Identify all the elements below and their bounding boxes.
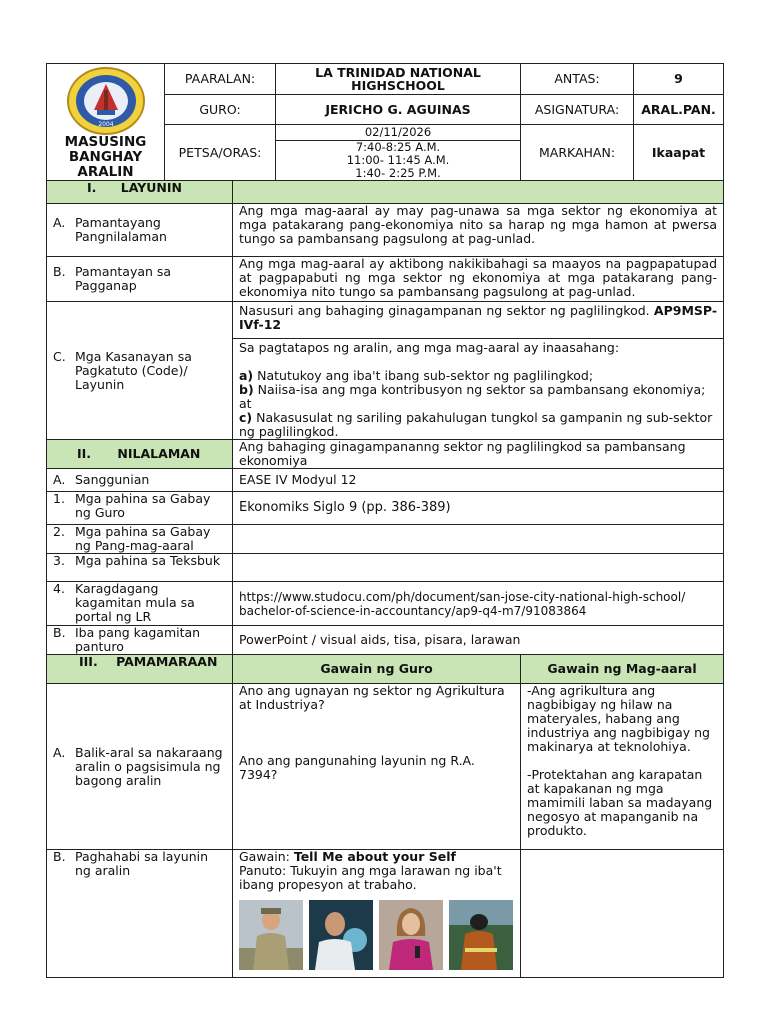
col-gawain-ng-mag-aaral: Gawain ng Mag-aaral: [521, 655, 724, 684]
guro-value: JERICHO G. AGUINAS: [276, 95, 521, 125]
portal-lr-label: 4. Karagdagang kagamitan mula sa portal ng LR: [47, 582, 233, 626]
section-number: I.: [87, 180, 97, 195]
pamantayang-pangnilalaman-text: Ang mga mag-aaral ay may pag-unawa sa mga sektor ng ekonomiya at mga patakarang pang-ekonomiya nito sa harap ng mga hamon at pwersa tungo sa pambansang pagsulong at pag-unlad.: [233, 204, 724, 257]
kasanayan-label: C. Mga Kasanayan sa Pagkatuto (Code)/ Layunin: [47, 302, 233, 440]
teksbuk-label: 3. Mga pahina sa Teksbuk: [47, 554, 233, 582]
scientist-photo: [309, 900, 373, 970]
gawain-title: Gawain: Tell Me about your Self: [239, 849, 456, 864]
gabay-guro-label: 1. Mga pahina sa Gabay ng Guro: [47, 492, 233, 525]
time-slot: 1:40- 2:25 P.M.: [355, 166, 441, 180]
guro-label: GURO:: [165, 95, 276, 125]
panuto-text: Panuto: Tukuyin ang mga larawan ng iba't ibang propesyon at trabaho.: [239, 863, 502, 892]
objective-item: b) Naiisa-isa ang mga kontribusyon ng sektor sa pambansang ekonomiya; at: [239, 382, 706, 411]
gabay-mag-aaral-label: 2. Mga pahina sa Gabay ng Pang-mag-aaral: [47, 525, 233, 554]
paghahabi-guro: [233, 850, 521, 978]
section-layunin-fill: [233, 181, 724, 204]
section-nilalaman-heading: [47, 440, 233, 469]
section-title: LAYUNIN: [120, 180, 182, 195]
soldier-photo: [239, 900, 303, 970]
paghahabi-mag-aaral: [521, 850, 724, 978]
petsa-label: PETSA/ORAS:: [165, 125, 276, 181]
kasanayan-competency: Nasusuri ang bahaging ginagampanan ng sektor ng paglilingkod. AP9MSP-IVf-12: [233, 302, 724, 339]
nilalaman-text: Ang bahaging ginagampananng sektor ng paglilingkod sa pambansang ekonomiya: [233, 440, 724, 469]
lesson-plan-title: MASUSING BANGHAY ARALIN: [64, 134, 147, 180]
section-title: PAMAMARAAN: [116, 654, 218, 669]
section-pamamaraan-heading: [47, 655, 233, 684]
pamantayan-sa-pagganap-label: B. Pamantayan sa Pagganap: [47, 257, 233, 302]
guro-question: Ano ang pangunahing layunin ng R.A. 7394?: [239, 753, 475, 782]
asignatura-value: ARAL.PAN.: [634, 95, 724, 125]
paaralan-label: PAARALAN:: [165, 64, 276, 95]
antas-value: 9: [634, 64, 724, 95]
paghahabi-label: B. Paghahabi sa layunin ng aralin: [47, 850, 233, 978]
lesson-plan: [46, 63, 723, 978]
profession-images: [239, 900, 514, 970]
balik-aral-guro: [233, 684, 521, 850]
sanggunian-value: EASE IV Modyul 12: [233, 469, 724, 492]
section-number: II.: [77, 446, 92, 461]
section-number: III.: [79, 654, 98, 669]
reporter-photo: [379, 900, 443, 970]
markahan-value: Ikaapat: [634, 125, 724, 181]
asignatura-label: ASIGNATURA:: [521, 95, 634, 125]
sanggunian-label: A. Sanggunian: [47, 469, 233, 492]
time-slot: 7:40-8:25 A.M.: [355, 140, 441, 154]
objectives-intro: Sa pagtatapos ng aralin, ang mga mag-aaral ay inaasahang:: [239, 340, 620, 355]
objective-item: a) Natutukoy ang iba't ibang sub-sektor ng paglilingkod;: [239, 368, 594, 383]
svg-text:2004: 2004: [97, 121, 114, 128]
markahan-label: MARKAHAN:: [521, 125, 634, 181]
pamantayan-sa-pagganap-text: Ang mga mag-aaral ay aktibong nakikibahagi sa maayos na pagpapatupad at pagpapabuti ng mga sektor ng ekonomiya at mga patakarang pang-ekonomiya nito tungo sa pambansang pagsulong at pag-unlad.: [233, 257, 724, 302]
iba-pang-kagamitan-value: PowerPoint / visual aids, tisa, pisara, larawan: [233, 626, 724, 655]
gabay-guro-value: Ekonomiks Siglo 9 (pp. 386-389): [233, 492, 724, 525]
petsa-value: [276, 125, 521, 181]
lesson-plan-table: [46, 63, 724, 978]
student-answer: -Ang agrikultura ang nagbibigay ng hilaw na materyales, habang ang industriya ang nagbibigay ng makinarya at teknolohiya.: [527, 683, 710, 754]
balik-aral-mag-aaral: [521, 684, 724, 850]
student-answer: -Protektahan ang karapatan at kapakanan ng mga mamimili laban sa madayang negosyo at mapanganib na produkto.: [527, 767, 713, 838]
col-gawain-ng-guro: Gawain ng Guro: [233, 655, 521, 684]
kasanayan-objectives: [233, 339, 724, 440]
date-text: 02/11/2026: [276, 125, 520, 141]
section-title: NILALAMAN: [117, 446, 201, 461]
balik-aral-label: A. Balik-aral sa nakaraang aralin o pagsisimula ng bagong aralin: [47, 684, 233, 850]
firefighter-photo: [449, 900, 513, 970]
antas-label: ANTAS:: [521, 64, 634, 95]
portal-lr-link[interactable]: https://www.studocu.com/ph/document/san-jose-city-national-high-school/ bachelor-of-science-in-accountancy/ap9-q4-m7/91083864: [233, 582, 724, 626]
paaralan-value: LA TRINIDAD NATIONAL HIGHSCHOOL: [276, 64, 521, 95]
iba-pang-kagamitan-label: B. Iba pang kagamitan panturo: [47, 626, 233, 655]
gabay-mag-aaral-value: [233, 525, 724, 554]
guro-question: Ano ang ugnayan ng sektor ng Agrikultura at Industriya?: [239, 683, 505, 712]
section-layunin-heading: [47, 181, 233, 204]
school-seal-logo: [61, 66, 151, 136]
competency-code: AP9MSP-IVf-12: [239, 303, 718, 332]
objective-item: c) Nakasusulat ng sariling pakahulugan tungkol sa gampanin ng sub-sektor ng paglilingkod.: [239, 410, 713, 439]
time-slot: 11:00- 11:45 A.M.: [346, 153, 450, 167]
pamantayang-pangnilalaman-label: A. Pamantayang Pangnilalaman: [47, 204, 233, 257]
teksbuk-value: [233, 554, 724, 582]
